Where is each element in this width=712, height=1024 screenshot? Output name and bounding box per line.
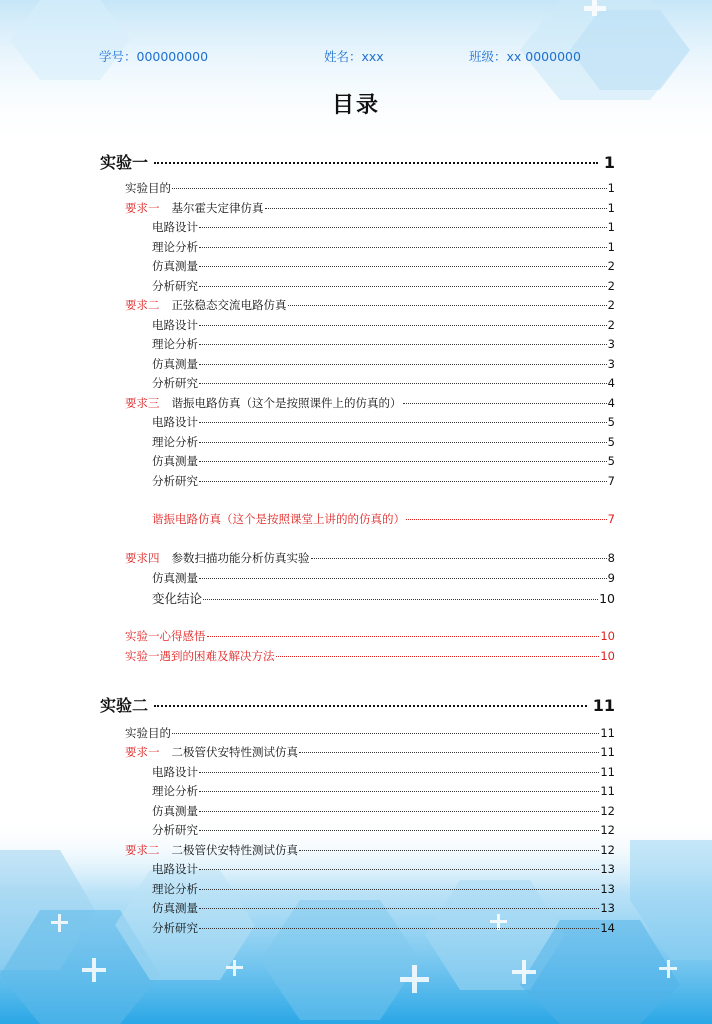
toc-entry-req2[interactable] bbox=[125, 297, 615, 313]
toc-heading: 实验一 bbox=[100, 153, 149, 172]
toc-page: 7 bbox=[607, 512, 615, 526]
toc-page: 12 bbox=[600, 804, 615, 818]
toc-text: 电路设计 bbox=[152, 415, 198, 429]
toc-page: 2 bbox=[607, 259, 615, 273]
toc-text: 实验目的 bbox=[125, 181, 171, 195]
toc-text: 正弦稳态交流电路仿真 bbox=[171, 298, 287, 312]
leader-dots bbox=[199, 889, 599, 890]
toc-subentry[interactable] bbox=[152, 822, 615, 838]
toc-text: 仿真测量 bbox=[152, 901, 198, 915]
leader-dots bbox=[199, 869, 599, 870]
leader-dots bbox=[172, 733, 599, 734]
leader-dots bbox=[154, 162, 598, 164]
leader-dots bbox=[199, 772, 599, 773]
toc-subentry[interactable] bbox=[152, 453, 615, 469]
toc-subentry[interactable] bbox=[152, 783, 615, 799]
toc-text: 分析研究 bbox=[152, 823, 198, 837]
toc-page: 13 bbox=[600, 882, 615, 896]
toc-text: 电路设计 bbox=[152, 765, 198, 779]
toc-subentry[interactable] bbox=[152, 278, 615, 294]
toc-page: 10 bbox=[599, 591, 615, 606]
toc-page: 2 bbox=[607, 298, 615, 312]
leader-dots bbox=[199, 811, 599, 812]
leader-dots bbox=[406, 519, 607, 520]
leader-dots bbox=[288, 305, 607, 306]
toc-text: 谐振电路仿真（这个是按照课件上的仿真的） bbox=[171, 396, 402, 410]
leader-dots bbox=[172, 188, 607, 189]
toc-entry-req2[interactable] bbox=[125, 842, 615, 858]
toc-page: 11 bbox=[600, 726, 615, 740]
leader-dots bbox=[154, 705, 587, 707]
toc-page: 11 bbox=[592, 696, 615, 715]
toc-page: 12 bbox=[600, 843, 615, 857]
page-title: 目录 bbox=[331, 93, 380, 118]
toc-text: 二极管伏安特性测试仿真 bbox=[171, 745, 298, 759]
toc-entry-experiment2[interactable] bbox=[100, 693, 615, 716]
toc-page: 4 bbox=[607, 396, 615, 410]
toc-text: 二极管伏安特性测试仿真 bbox=[171, 843, 298, 857]
toc-subentry[interactable] bbox=[152, 239, 615, 255]
toc-text: 参数扫描功能分析仿真实验 bbox=[171, 551, 310, 565]
toc-subentry[interactable] bbox=[152, 764, 615, 780]
leader-dots bbox=[199, 442, 607, 443]
toc-text: 仿真测量 bbox=[152, 357, 198, 371]
leader-dots bbox=[311, 558, 607, 559]
leader-dots bbox=[199, 791, 599, 792]
toc-subentry[interactable] bbox=[152, 803, 615, 819]
student-id: 学号：000000000 bbox=[99, 49, 209, 64]
toc-page: 5 bbox=[607, 454, 615, 468]
leader-dots bbox=[403, 403, 607, 404]
toc-text: 仿真测量 bbox=[152, 454, 198, 468]
leader-dots bbox=[299, 850, 599, 851]
toc-text: 电路设计 bbox=[152, 862, 198, 876]
toc-page: 1 bbox=[607, 181, 615, 195]
leader-dots bbox=[199, 928, 599, 929]
toc-page: 13 bbox=[600, 862, 615, 876]
toc-page: 11 bbox=[600, 765, 615, 779]
leader-dots bbox=[199, 908, 599, 909]
toc-subentry[interactable] bbox=[152, 589, 615, 607]
toc-page: 14 bbox=[600, 921, 615, 935]
leader-dots bbox=[199, 578, 607, 579]
req-label: 要求三 bbox=[125, 396, 160, 410]
leader-dots bbox=[199, 227, 607, 228]
toc-entry-problems[interactable] bbox=[125, 648, 615, 664]
toc-page: 2 bbox=[607, 318, 615, 332]
toc-text: 谐振电路仿真（这个是按照课堂上讲的的仿真的） bbox=[152, 512, 405, 526]
toc-text: 仿真测量 bbox=[152, 259, 198, 273]
leader-dots bbox=[199, 247, 607, 248]
toc-page: 4 bbox=[607, 376, 615, 390]
leader-dots bbox=[199, 461, 607, 462]
leader-dots bbox=[199, 266, 607, 267]
toc-text: 实验一遇到的困难及解决方法 bbox=[125, 649, 275, 663]
leader-dots bbox=[199, 344, 607, 345]
toc-page: 1 bbox=[607, 220, 615, 234]
toc-subentry[interactable] bbox=[152, 414, 615, 430]
toc-subentry[interactable] bbox=[152, 434, 615, 450]
toc-page: 11 bbox=[600, 784, 615, 798]
class-number: 班级：xx 0000000 bbox=[469, 49, 581, 64]
toc-entry-experiment1[interactable] bbox=[100, 150, 615, 173]
toc-text: 电路设计 bbox=[152, 318, 198, 332]
toc-page: 11 bbox=[600, 745, 615, 759]
toc-text: 理论分析 bbox=[152, 240, 198, 254]
toc-entry-purpose[interactable] bbox=[125, 725, 615, 741]
leader-dots bbox=[203, 599, 598, 600]
toc-page: 12 bbox=[600, 823, 615, 837]
toc-entry-req1[interactable] bbox=[125, 200, 615, 216]
toc-subentry[interactable] bbox=[152, 920, 615, 936]
toc-page: 13 bbox=[600, 901, 615, 915]
toc-entry-purpose[interactable] bbox=[125, 180, 615, 196]
toc-text: 仿真测量 bbox=[152, 804, 198, 818]
leader-dots bbox=[199, 481, 607, 482]
toc-text: 理论分析 bbox=[152, 784, 198, 798]
toc-page: 10 bbox=[600, 629, 615, 643]
toc-text: 实验目的 bbox=[125, 726, 171, 740]
toc-text: 电路设计 bbox=[152, 220, 198, 234]
toc-subentry[interactable] bbox=[152, 258, 615, 274]
toc-subentry[interactable] bbox=[152, 356, 615, 372]
toc-entry-req4[interactable] bbox=[125, 550, 615, 566]
toc-text: 实验一心得感悟 bbox=[125, 629, 206, 643]
toc-page: 2 bbox=[607, 279, 615, 293]
leader-dots bbox=[199, 383, 607, 384]
toc-entry-insight[interactable] bbox=[125, 628, 615, 644]
leader-dots bbox=[299, 752, 599, 753]
toc-entry-req3[interactable] bbox=[125, 395, 615, 411]
leader-dots bbox=[199, 422, 607, 423]
leader-dots bbox=[199, 325, 607, 326]
toc-page: 10 bbox=[600, 649, 615, 663]
toc-page: 3 bbox=[607, 357, 615, 371]
toc-subentry[interactable] bbox=[152, 375, 615, 391]
toc-text: 仿真测量 bbox=[152, 571, 198, 585]
leader-dots bbox=[199, 286, 607, 287]
toc-page: 3 bbox=[607, 337, 615, 351]
leader-dots bbox=[199, 830, 599, 831]
req-label: 要求一 bbox=[125, 745, 160, 759]
student-name: 姓名：xxx bbox=[324, 49, 384, 64]
toc-entry-req3-alt[interactable] bbox=[152, 511, 615, 527]
toc-text: 分析研究 bbox=[152, 474, 198, 488]
toc-subentry[interactable] bbox=[152, 900, 615, 916]
toc-subentry[interactable] bbox=[152, 881, 615, 897]
req-label: 要求四 bbox=[125, 551, 160, 565]
toc-text: 分析研究 bbox=[152, 279, 198, 293]
toc-subentry[interactable] bbox=[152, 219, 615, 235]
leader-dots bbox=[199, 364, 607, 365]
toc-subentry[interactable] bbox=[152, 473, 615, 489]
toc-page: 1 bbox=[603, 153, 615, 172]
toc-text: 理论分析 bbox=[152, 337, 198, 351]
req-label: 要求一 bbox=[125, 201, 160, 215]
toc-text: 变化结论 bbox=[152, 591, 203, 606]
toc-subentry[interactable] bbox=[152, 336, 615, 352]
document-header bbox=[0, 47, 712, 65]
req-label: 要求二 bbox=[125, 298, 160, 312]
toc-text: 分析研究 bbox=[152, 921, 198, 935]
toc-page: 8 bbox=[607, 551, 615, 565]
toc-subentry[interactable] bbox=[152, 317, 615, 333]
toc-subentry[interactable] bbox=[152, 861, 615, 877]
toc-entry-req1[interactable] bbox=[125, 744, 615, 760]
toc-text: 分析研究 bbox=[152, 376, 198, 390]
toc-heading: 实验二 bbox=[100, 696, 149, 715]
req-label: 要求二 bbox=[125, 843, 160, 857]
toc-page: 7 bbox=[607, 474, 615, 488]
toc-page: 1 bbox=[607, 201, 615, 215]
toc-page: 1 bbox=[607, 240, 615, 254]
toc-page: 9 bbox=[607, 571, 615, 585]
toc-subentry[interactable] bbox=[152, 570, 615, 586]
leader-dots bbox=[276, 656, 600, 657]
toc-page: 5 bbox=[607, 415, 615, 429]
toc-text: 理论分析 bbox=[152, 882, 198, 896]
toc-text: 基尔霍夫定律仿真 bbox=[171, 201, 264, 215]
toc-page: 5 bbox=[607, 435, 615, 449]
leader-dots bbox=[207, 636, 600, 637]
leader-dots bbox=[265, 208, 607, 209]
toc-text: 理论分析 bbox=[152, 435, 198, 449]
